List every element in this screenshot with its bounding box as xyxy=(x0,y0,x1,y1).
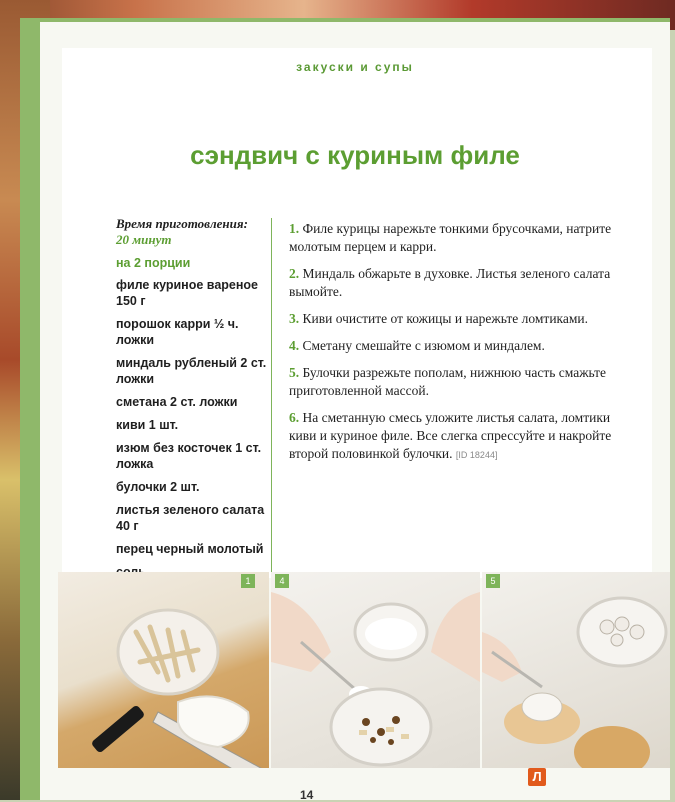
recipe-steps xyxy=(289,220,619,473)
ingredient-item: филе куриное вареное 150 г xyxy=(116,278,258,308)
portions: на 2 порции xyxy=(116,256,191,270)
step-item xyxy=(289,409,619,464)
recipe-page xyxy=(40,22,670,800)
ingredient-item: изюм без косточек 1 ст. ложка xyxy=(116,441,262,471)
photo-spreading-bun xyxy=(482,572,670,790)
step-text: Сметану смешайте с изюмом и миндалем. xyxy=(302,338,545,353)
prep-time-value: 20 минут xyxy=(116,232,172,247)
photo-mixing-sauce xyxy=(271,572,480,790)
prep-time-label: Время приготовления: xyxy=(116,216,248,231)
step-item xyxy=(289,310,619,328)
page-number: 14 xyxy=(300,788,314,802)
step-text: На сметанную смесь уложите листья салата, ломтики киви и куриное филе. Все слегка спрессуйте и накройте второй половинкой булочки. xyxy=(289,410,612,461)
ingredient-item: миндаль рубленый 2 ст. ложки xyxy=(116,356,267,386)
step-text: Киви очистите от кожицы и нарежьте ломтиками. xyxy=(302,311,589,326)
photo-tag-1: 1 xyxy=(241,574,255,588)
photo-cutting-chicken-illustration xyxy=(58,572,269,790)
photo-mixing-sauce-illustration xyxy=(271,572,480,790)
step-number: 6. xyxy=(289,410,300,425)
ingredient-item: перец черный молотый xyxy=(116,542,264,556)
step-item xyxy=(289,220,619,256)
photo-tag-4: 4 xyxy=(275,574,289,588)
step-number: 1. xyxy=(289,221,300,236)
step-item xyxy=(289,337,619,355)
step-number: 3. xyxy=(289,311,300,326)
page-bottom xyxy=(40,768,670,800)
step-number: 4. xyxy=(289,338,300,353)
step-number: 2. xyxy=(289,266,300,281)
photo-tag-5: 5 xyxy=(486,574,500,588)
column-divider xyxy=(271,218,272,586)
ingredient-item: киви 1 шт. xyxy=(116,418,179,432)
section-header: закуски и супы xyxy=(296,60,414,74)
ingredient-item: порошок карри ½ ч. ложки xyxy=(116,317,239,347)
step-text: Миндаль обжарьте в духовке. Листья зеленого салата вымойте. xyxy=(289,266,611,299)
step-number: 5. xyxy=(289,365,300,380)
ingredient-item: листья зеленого салата 40 г xyxy=(116,503,265,533)
watermark-logo: Л xyxy=(528,768,546,786)
recipe-id-note: [ID 18244] xyxy=(455,450,498,460)
ingredient-item: сметана 2 ст. ложки xyxy=(116,395,238,409)
ingredient-item: булочки 2 шт. xyxy=(116,480,200,494)
step-item xyxy=(289,364,619,400)
step-text: Булочки разрежьте пополам, нижнюю часть смажьте приготовленной массой. xyxy=(289,365,607,398)
photo-cutting-chicken xyxy=(58,572,269,790)
ingredients-sidebar xyxy=(116,216,276,580)
step-text: Филе курицы нарежьте тонкими брусочками, натрите молотым перцем и карри. xyxy=(289,221,612,254)
photo-strip xyxy=(58,572,670,790)
recipe-title: сэндвич с куриным филе xyxy=(190,140,520,170)
step-item xyxy=(289,265,619,301)
photo-spreading-bun-illustration xyxy=(482,572,670,790)
